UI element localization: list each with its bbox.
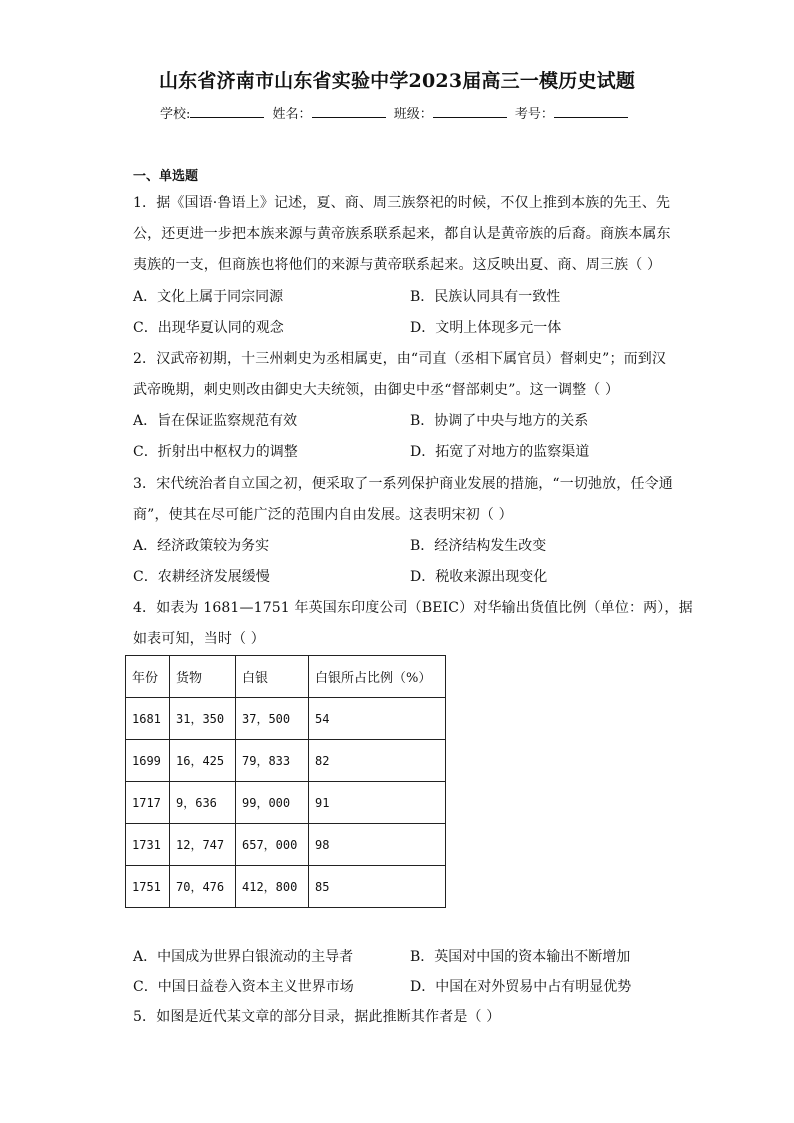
table-cell: 1731	[126, 824, 170, 866]
q2-option-b[interactable]: B．协调了中央与地方的关系	[410, 413, 589, 429]
table-cell: 412，800	[236, 866, 309, 908]
class-blank[interactable]	[433, 103, 507, 118]
table-cell: 1717	[126, 782, 170, 824]
table-cell: 98	[309, 824, 446, 866]
table-cell: 85	[309, 866, 446, 908]
name-blank[interactable]	[312, 103, 386, 118]
q2-option-a[interactable]: A．旨在保证监察规范有效	[133, 413, 298, 429]
table-row	[126, 824, 446, 866]
table-header-row	[126, 656, 446, 698]
table-row	[126, 866, 446, 908]
q4-stem-line: 如表可知，当时（ ）	[133, 631, 265, 647]
q3-stem-line: 商”，使其在尽可能广泛的范围内自由发展。这表明宋初（ ）	[133, 507, 513, 523]
q3-option-c[interactable]: C．农耕经济发展缓慢	[133, 569, 270, 585]
table-cell: 1751	[126, 866, 170, 908]
table-header-cell: 白银	[236, 656, 309, 698]
table-header-cell: 白银所占比例（%）	[309, 656, 446, 698]
q2-stem-line: 2．汉武帝初期，十三州刺史为丞相属吏，由“司直（丞相下属官员）督刺史”；而到汉	[133, 351, 667, 367]
table-cell: 91	[309, 782, 446, 824]
q2-option-c[interactable]: C．折射出中枢权力的调整	[133, 444, 298, 460]
table-cell: 16，425	[170, 740, 236, 782]
q1-option-c[interactable]: C．出现华夏认同的观念	[133, 320, 284, 336]
q2-stem-line: 武帝晚期，刺史则改由御史大夫统领，由御史中丞“督部刺史”。这一调整（ ）	[133, 382, 620, 398]
name-label: 姓名：	[272, 107, 312, 122]
q1-stem-line: 夷族的一支，但商族也将他们的来源与黄帝联系起来。这反映出夏、商、周三族（ ）	[133, 257, 662, 273]
table-cell: 1699	[126, 740, 170, 782]
table-header-cell: 货物	[170, 656, 236, 698]
q1-stem-line: 1．据《国语·鲁语上》记述，夏、商、周三族祭祀的时候，不仅上推到本族的先王、先	[133, 195, 671, 211]
table-row	[126, 698, 446, 740]
table-row	[126, 740, 446, 782]
q4-option-a[interactable]: A．中国成为世界白银流动的主导者	[133, 949, 354, 965]
table-cell: 37，500	[236, 698, 309, 740]
table-cell: 31，350	[170, 698, 236, 740]
student-info-line	[160, 103, 632, 122]
table-cell: 99，000	[236, 782, 309, 824]
q1-option-a[interactable]: A．文化上属于同宗同源	[133, 289, 284, 305]
q3-stem-line: 3．宋代统治者自立国之初，便采取了一系列保护商业发展的措施，“一切弛放，任令通	[133, 476, 673, 492]
number-blank[interactable]	[554, 103, 628, 118]
table-cell: 54	[309, 698, 446, 740]
q4-option-b[interactable]: B．英国对中国的资本输出不断增加	[410, 949, 631, 965]
school-label: 学校:	[160, 107, 191, 122]
table-header-cell: 年份	[126, 656, 170, 698]
table-cell: 1681	[126, 698, 170, 740]
table-cell: 70，476	[170, 866, 236, 908]
table-cell: 79，833	[236, 740, 309, 782]
q4-option-d[interactable]: D．中国在对外贸易中占有明显优势	[410, 979, 632, 995]
q5-stem-line: 5．如图是近代某文章的部分目录，据此推断其作者是（ ）	[133, 1009, 501, 1025]
section-heading: 一、单选题	[133, 169, 199, 184]
q1-stem-line: 公，还更进一步把本族来源与黄帝族系联系起来，都自认是黄帝族的后裔。商族本属东	[133, 226, 671, 242]
q3-option-d[interactable]: D．税收来源出现变化	[410, 569, 548, 585]
table-cell: 657，000	[236, 824, 309, 866]
table-cell: 9，636	[170, 782, 236, 824]
table-cell: 82	[309, 740, 446, 782]
q4-option-c[interactable]: C．中国日益卷入资本主义世界市场	[133, 979, 354, 995]
q3-option-b[interactable]: B．经济结构发生改变	[410, 538, 547, 554]
q1-option-b[interactable]: B．民族认同具有一致性	[410, 289, 561, 305]
q2-option-d[interactable]: D．拓宽了对地方的监察渠道	[410, 444, 590, 460]
class-label: 班级：	[393, 107, 433, 122]
school-blank[interactable]	[190, 103, 264, 118]
silver-export-table	[125, 655, 446, 908]
table-row	[126, 782, 446, 824]
number-label: 考号：	[514, 107, 554, 122]
q1-option-d[interactable]: D．文明上体现多元一体	[410, 320, 562, 336]
table-cell: 12，747	[170, 824, 236, 866]
exam-title: 山东省济南市山东省实验中学2023届高三一模历史试题	[158, 70, 636, 92]
q3-option-a[interactable]: A．经济政策较为务实	[133, 538, 270, 554]
q4-stem-line: 4．如表为 1681—1751 年英国东印度公司（BEIC）对华输出货值比例（单位：两），据	[133, 600, 693, 616]
